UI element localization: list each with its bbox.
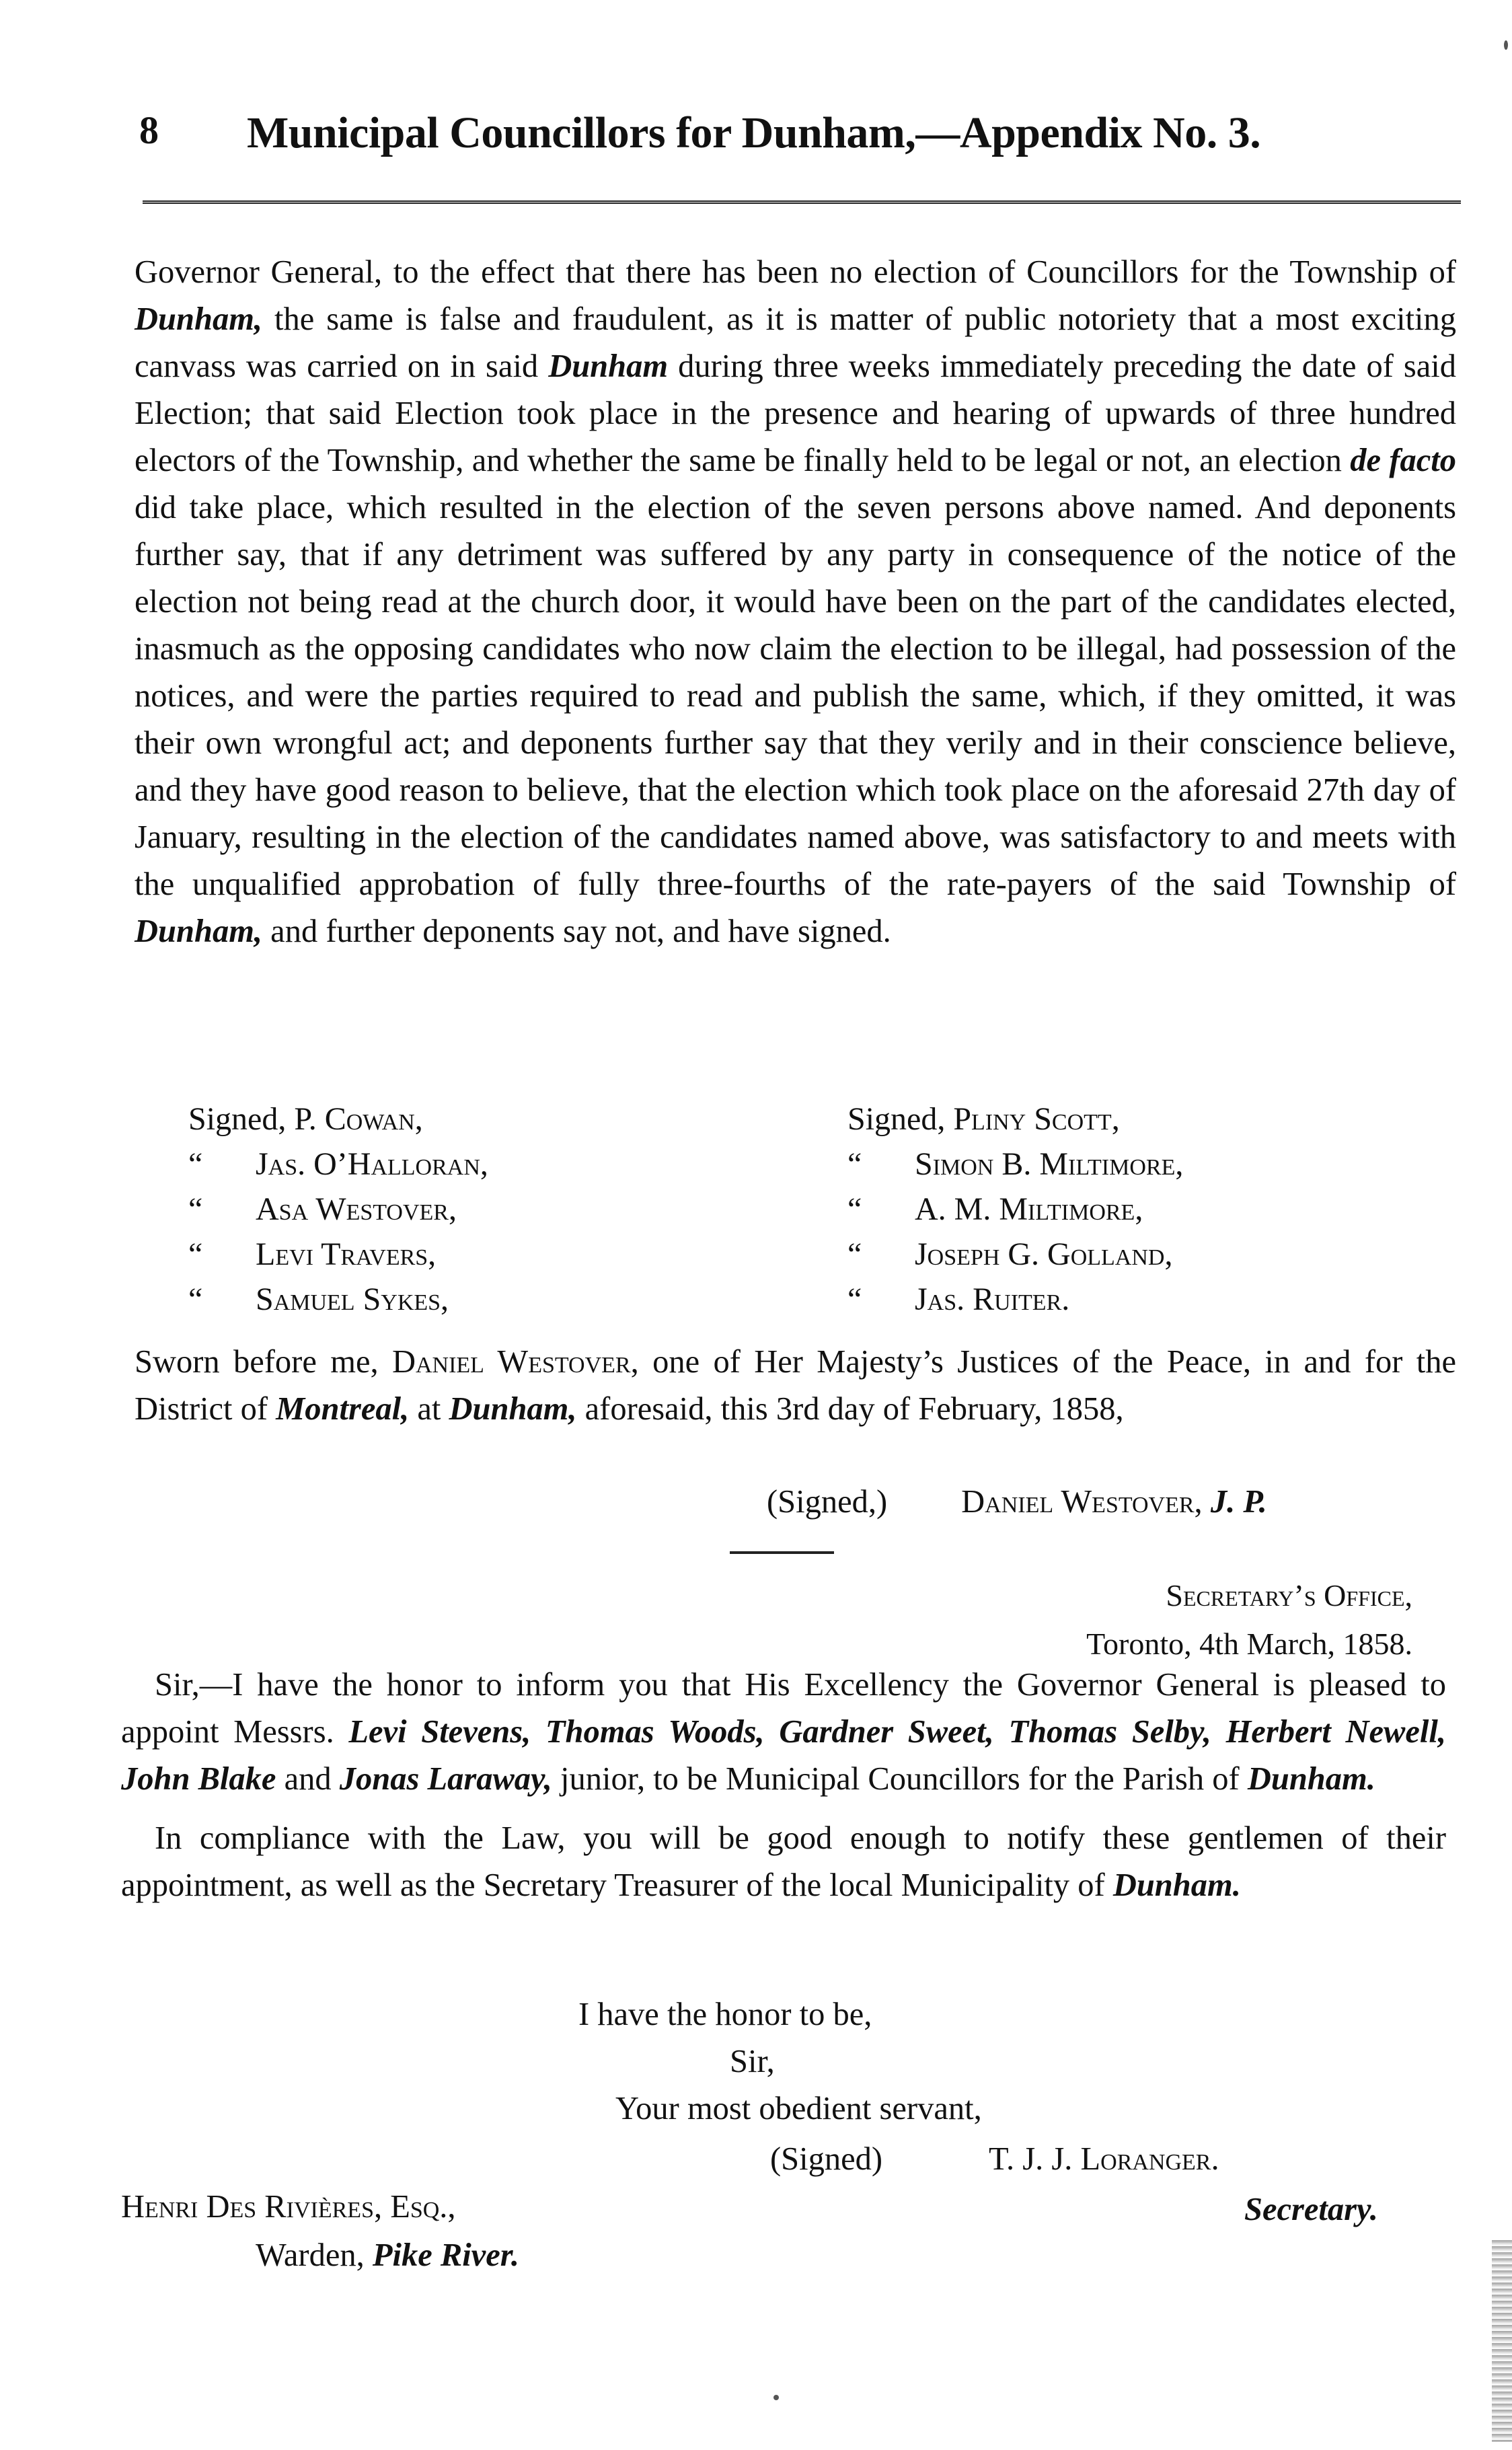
latin-phrase: de facto — [1350, 443, 1456, 478]
page-header — [139, 108, 1458, 175]
letter-text: In compliance with the Law, you will be good enough to notify these gentlemen of their appointment, as well as the Secretary Treasurer of the local Municipality of — [121, 1820, 1446, 1903]
scan-artifact — [773, 2395, 779, 2400]
deposition-text: during three weeks immediately preceding the date of said Election; that said Election took place in the presence and hearing of upwards of three hundred electors of the Township, and whether the same be finally held to be legal or not, an election — [135, 348, 1457, 478]
office-name: Secretary’s Office, — [1166, 1578, 1412, 1612]
signature-row — [847, 1097, 1453, 1142]
place-name: Dunham — [548, 348, 669, 384]
addressee-role: Warden, — [256, 2237, 373, 2273]
section-divider — [730, 1551, 834, 1554]
place-name: Dunham, — [135, 914, 263, 949]
signature-row — [188, 1232, 794, 1277]
addressee-role-line — [121, 2231, 519, 2280]
deposition-text: and further deponents say not, and have signed. — [262, 914, 891, 949]
jurat-paragraph — [135, 1339, 1456, 1433]
jurat-text: at — [409, 1391, 449, 1427]
signatory-name: P. Cowan, — [294, 1101, 423, 1137]
signatory-name: Jas. Ruiter. — [915, 1282, 1070, 1317]
signatory-name: Samuel Sykes, — [256, 1282, 449, 1317]
signature-row — [188, 1277, 794, 1322]
ditto-mark: “ — [847, 1146, 862, 1182]
signed-label: Signed, — [188, 1101, 295, 1137]
signature-row — [847, 1142, 1453, 1187]
signatory-name: Levi Travers, — [256, 1236, 437, 1272]
letter-text: and — [276, 1761, 340, 1797]
deposition-paragraph — [135, 249, 1456, 955]
signature-row — [847, 1277, 1453, 1322]
jurat-text: aforesaid, this 3rd day of February, 1858, — [576, 1391, 1124, 1427]
parish-name: Dunham. — [1247, 1761, 1375, 1797]
place-name: Dunham, — [449, 1391, 577, 1427]
justice-name: Daniel Westover, — [391, 1344, 639, 1380]
signatory-name: Simon B. Miltimore, — [915, 1146, 1184, 1182]
signatory-name: Asa Westover, — [256, 1191, 457, 1227]
signatory-name: A. M. Miltimore, — [915, 1191, 1143, 1227]
signature-row — [847, 1187, 1453, 1232]
running-head: Municipal Councillors for Dunham,—Appendix No. 3. — [247, 108, 1261, 157]
jurat-text: Sworn before me, — [135, 1344, 392, 1380]
signatory-name: Pliny Scott, — [953, 1101, 1120, 1137]
addressee-name: Henri Des Rivières, Esq., — [121, 2189, 456, 2225]
ditto-mark: “ — [188, 1191, 203, 1227]
place-name: Dunham. — [1112, 1867, 1241, 1903]
deposition-text: did take place, which resulted in the election of the seven persons above named. And deponents further say, that if any detriment was suffered by any party in consequence of the notice of the election not being read at the church door, it would have been on the part of the candidates elected, inasmuch as the opposing candidates who now claim the election to be illegal, had possession of the notices, and were the parties required to read and publish the same, which, if they omitted, it was their own wrongful act; and deponents further say that they verily and in their conscience believe, and they have good reason to believe, that the election which took place on the aforesaid 27th day of January, resulting in the election of the candidates named above, was satisfactory to and meets with the unqualified approbation of fully three-fourths of the rate-payers of the said Township of — [135, 490, 1456, 902]
ditto-mark: “ — [847, 1236, 862, 1272]
closing-line: Sir, — [730, 2044, 775, 2079]
scan-artifact — [1504, 40, 1508, 50]
deposition-text: the same is false and fraudulent, as it is matter of public notoriety that a most exciting canvass was carried on in said — [135, 301, 1456, 384]
signatures-left-column — [188, 1097, 794, 1322]
letter-text: junior, to be Municipal Councillors for the Parish of — [552, 1761, 1248, 1797]
office-date: Toronto, 4th March, 1858. — [1086, 1627, 1412, 1661]
header-rule — [143, 200, 1461, 204]
place-name: Dunham, — [135, 301, 263, 337]
deposition-text: Governor General, to the effect that there has been no election of Councillors for the Township of — [135, 254, 1456, 290]
ditto-mark: “ — [847, 1282, 862, 1317]
district-name: Montreal, — [276, 1391, 410, 1427]
jp-signature-line — [767, 1483, 1267, 1520]
signature-row — [188, 1187, 794, 1232]
ditto-mark: “ — [188, 1236, 203, 1272]
jp-name: Daniel Westover, — [961, 1484, 1203, 1520]
signature-row — [188, 1142, 794, 1187]
jurat-text: one of Her Majesty’s Justices of the Peace, in and for the District of — [135, 1344, 1456, 1427]
closing-line: Your most obedient servant, — [615, 2091, 982, 2126]
office-heading — [969, 1571, 1412, 1668]
jp-title: J. P. — [1210, 1484, 1267, 1520]
letter-paragraph — [121, 1815, 1446, 1909]
letter-text: Sir,—I have the honor to inform you that His Excellency the Governor General is pleased to appoint Messrs. — [121, 1667, 1446, 1750]
letter-body — [121, 1662, 1446, 1909]
signature-row — [188, 1097, 794, 1142]
signed-label: (Signed) — [770, 2141, 883, 2177]
addressee-block — [121, 2183, 519, 2280]
closing-line: I have the honor to be, — [578, 1997, 872, 2032]
signed-label: (Signed,) — [767, 1484, 888, 1520]
letter-paragraph — [121, 1662, 1446, 1803]
appointee-name: Jonas Laraway, — [339, 1761, 552, 1797]
signatures-right-column — [847, 1097, 1453, 1322]
signatory-name: Joseph G. Golland, — [915, 1236, 1173, 1272]
signature-row — [847, 1232, 1453, 1277]
appointee-names: Levi Stevens, Thomas Woods, Gardner Sweet, Thomas Selby, Herbert Newell, John Blake — [121, 1714, 1447, 1797]
signed-label: Signed, — [847, 1101, 954, 1137]
page-number: 8 — [139, 108, 159, 152]
ditto-mark: “ — [847, 1191, 862, 1227]
ditto-mark: “ — [188, 1146, 203, 1182]
signer-name: T. J. J. Loranger. — [989, 2141, 1219, 2177]
scan-artifact — [1492, 2240, 1512, 2442]
signatory-name: Jas. O’Halloran, — [256, 1146, 488, 1182]
ditto-mark: “ — [188, 1282, 203, 1317]
signer-title: Secretary. — [1244, 2192, 1378, 2227]
addressee-place: Pike River. — [372, 2237, 520, 2273]
